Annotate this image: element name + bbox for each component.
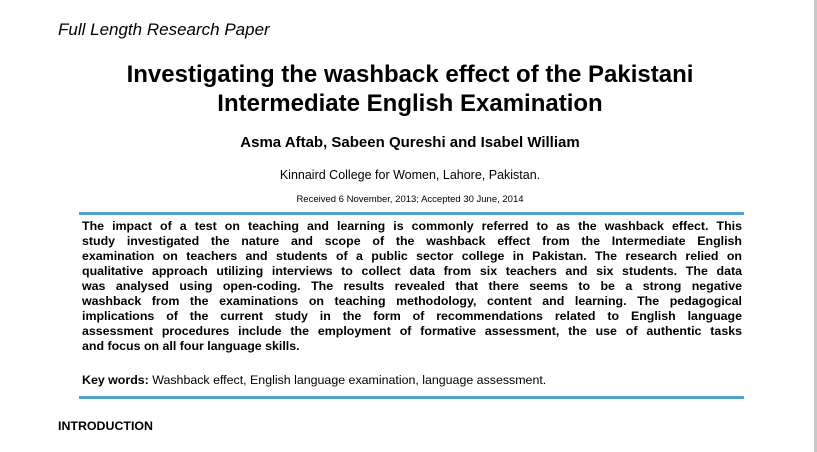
abstract-line: assessment procedures include the employment of formative assessment, the use of authentic tasks xyxy=(82,324,742,338)
paper-type-label: Full Length Research Paper xyxy=(58,20,270,39)
abstract-line: implications of the current study in the form of recommendations related to English language xyxy=(82,309,742,323)
abstract-line: and focus on all four language skills. xyxy=(82,339,300,353)
abstract-line: was analysed using open-coding. The results revealed that there seems to be a strong negative xyxy=(82,279,742,293)
abstract-line: The impact of a test on teaching and learning is commonly referred to as the washback effect. This xyxy=(82,219,742,233)
abstract-top-rule xyxy=(79,212,744,215)
author-list: Asma Aftab, Sabeen Qureshi and Isabel William xyxy=(240,134,580,151)
paper-title-line-1: Investigating the washback effect of the Pakistani xyxy=(126,61,694,88)
received-accepted-dates: Received 6 November, 2013; Accepted 30 June, 2014 xyxy=(296,194,524,205)
abstract-bottom-rule xyxy=(79,396,744,399)
abstract-line: qualitative approach utilizing interviews to collect data from six teachers and six students. The data xyxy=(82,264,742,278)
section-heading-introduction: INTRODUCTION xyxy=(58,419,153,433)
keywords xyxy=(82,373,546,387)
abstract-line: washback from the examinations on teaching methodology, content and learning. The pedagogical xyxy=(82,294,742,308)
keywords-label: Key words: xyxy=(82,373,149,387)
affiliation: Kinnaird College for Women, Lahore, Pakistan. xyxy=(279,168,541,182)
abstract-line: examination on teachers and students of a public sector college in Pakistan. The research relied on xyxy=(82,249,742,263)
abstract-line: study investigated the nature and scope of the washback effect from the Intermediate English xyxy=(82,234,742,248)
keywords-text: Washback effect, English language examination, language assessment. xyxy=(148,373,547,387)
paper-title-line-2: Intermediate English Examination xyxy=(217,90,603,117)
